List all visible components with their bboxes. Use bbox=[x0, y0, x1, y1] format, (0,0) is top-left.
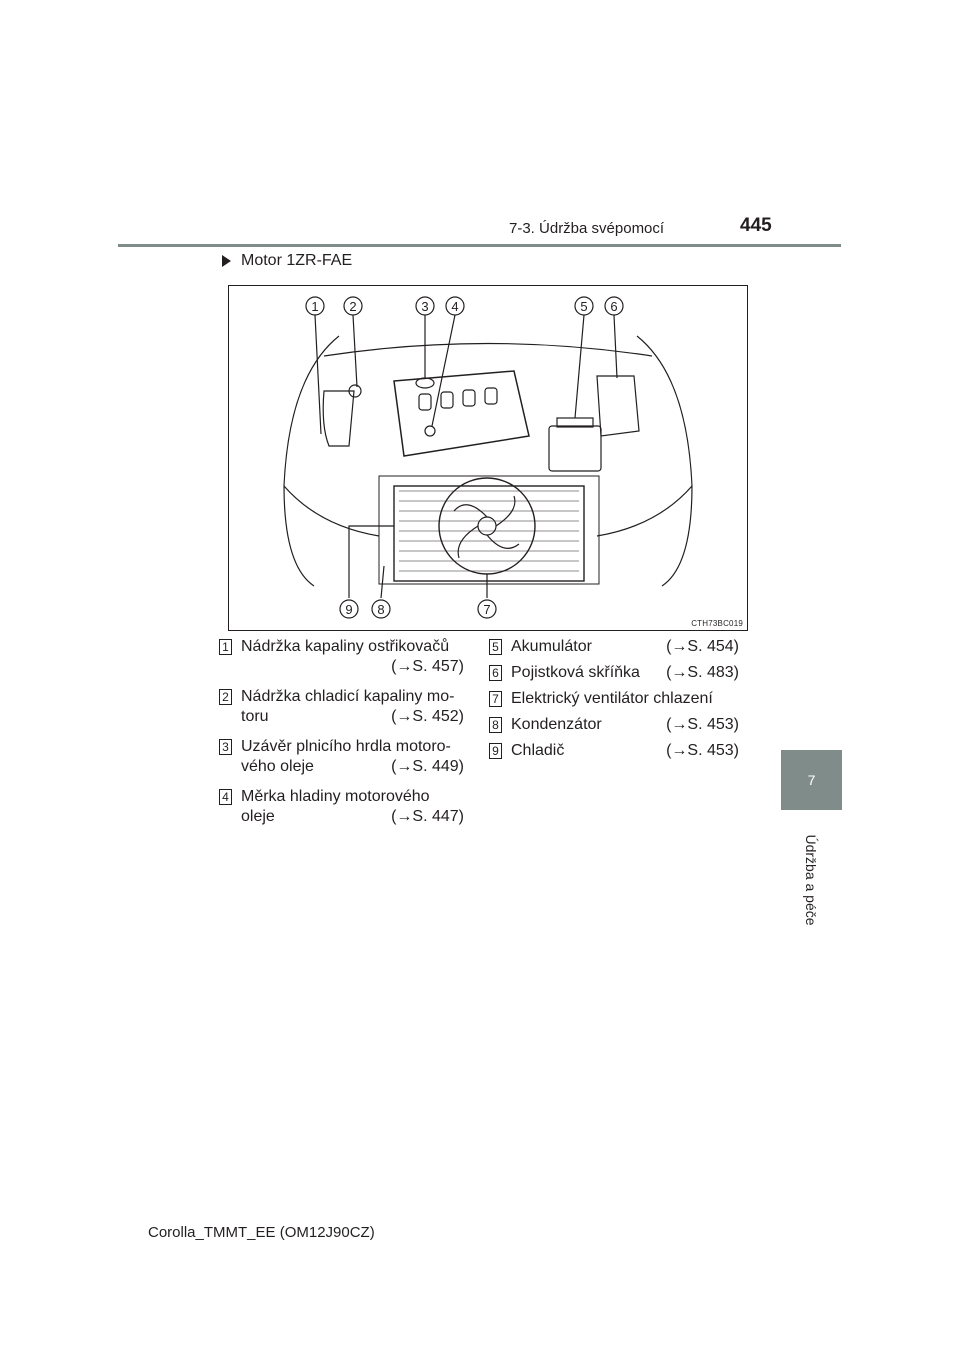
item-number-box: 9 bbox=[489, 743, 502, 759]
item-page-ref: (→S. 449) bbox=[391, 758, 464, 775]
subheading bbox=[222, 252, 352, 270]
callout-label-2: 2 bbox=[349, 299, 357, 314]
callout-6 bbox=[605, 297, 623, 315]
item-label-line1: Měrka hladiny motorového bbox=[241, 788, 430, 805]
item-number-box: 5 bbox=[489, 639, 502, 655]
legend-item-3 bbox=[219, 737, 464, 777]
callout-1 bbox=[306, 297, 324, 315]
engine-figure bbox=[228, 285, 748, 631]
item-label-line2: oleje bbox=[241, 808, 275, 825]
callout-3 bbox=[416, 297, 434, 315]
item-label: Pojistková skříňka bbox=[511, 664, 640, 681]
item-page-ref: (→S. 452) bbox=[391, 708, 464, 725]
callout-8 bbox=[372, 600, 390, 618]
legend-item-8 bbox=[489, 715, 739, 735]
legend-item-4 bbox=[219, 787, 464, 827]
legend-item-9 bbox=[489, 741, 739, 761]
callout-label-4: 4 bbox=[451, 299, 459, 314]
footer-manual-id: Corolla_TMMT_EE (OM12J90CZ) bbox=[148, 1224, 375, 1241]
page-number: 445 bbox=[740, 215, 772, 236]
item-page-ref: (→S. 457) bbox=[391, 658, 464, 675]
legend-item-2 bbox=[219, 687, 464, 727]
callout-label-6: 6 bbox=[610, 299, 618, 314]
item-page-ref: (→S. 453) bbox=[666, 742, 739, 759]
callout-layer bbox=[229, 286, 747, 630]
item-number-box: 3 bbox=[219, 739, 232, 755]
legend-left bbox=[219, 637, 464, 837]
item-page-ref: (→S. 453) bbox=[666, 716, 739, 733]
item-number-box: 6 bbox=[489, 665, 502, 681]
callout-label-1: 1 bbox=[311, 299, 319, 314]
legend-item-1 bbox=[219, 637, 464, 677]
callout-label-5: 5 bbox=[580, 299, 588, 314]
item-label-line1: Uzávěr plnicího hrdla motoro- bbox=[241, 738, 451, 755]
item-page-ref: (→S. 447) bbox=[391, 808, 464, 825]
item-label-line1: Nádržka chladicí kapaliny mo- bbox=[241, 688, 455, 705]
item-label: Akumulátor bbox=[511, 638, 592, 655]
chapter-title-vertical: Údržba a péče bbox=[803, 834, 819, 926]
item-label: Elektrický ventilátor chlazení bbox=[511, 690, 713, 707]
callout-label-8: 8 bbox=[377, 602, 385, 617]
callout-7 bbox=[478, 600, 496, 618]
legend-right bbox=[489, 637, 739, 767]
figure-code: CTH73BC019 bbox=[691, 619, 743, 628]
item-number-box: 4 bbox=[219, 789, 232, 805]
item-label: Kondenzátor bbox=[511, 716, 602, 733]
legend-item-7 bbox=[489, 689, 739, 709]
header-section-title: 7-3. Údržba svépomocí bbox=[509, 220, 665, 237]
item-label-line2: toru bbox=[241, 708, 269, 725]
item-number-box: 8 bbox=[489, 717, 502, 733]
callout-9 bbox=[340, 600, 358, 618]
callout-4 bbox=[446, 297, 464, 315]
triangle-bullet-icon bbox=[222, 255, 231, 267]
item-page-ref: (→S. 483) bbox=[666, 664, 739, 681]
item-number-box: 7 bbox=[489, 691, 502, 707]
item-number-box: 1 bbox=[219, 639, 232, 655]
callout-2 bbox=[344, 297, 362, 315]
item-label-line2: vého oleje bbox=[241, 758, 314, 775]
subheading-text: Motor 1ZR-FAE bbox=[241, 252, 353, 269]
callout-label-7: 7 bbox=[483, 602, 491, 617]
item-page-ref: (→S. 454) bbox=[666, 638, 739, 655]
legend-item-6 bbox=[489, 663, 739, 683]
callout-5 bbox=[575, 297, 593, 315]
callout-label-3: 3 bbox=[421, 299, 429, 314]
chapter-tab: 7 bbox=[781, 750, 842, 810]
callout-label-9: 9 bbox=[345, 602, 353, 617]
item-label-line1: Nádržka kapaliny ostřikovačů bbox=[241, 638, 450, 655]
header-rule bbox=[118, 244, 841, 247]
item-label: Chladič bbox=[511, 742, 565, 759]
legend-item-5 bbox=[489, 637, 739, 657]
item-number-box: 2 bbox=[219, 689, 232, 705]
